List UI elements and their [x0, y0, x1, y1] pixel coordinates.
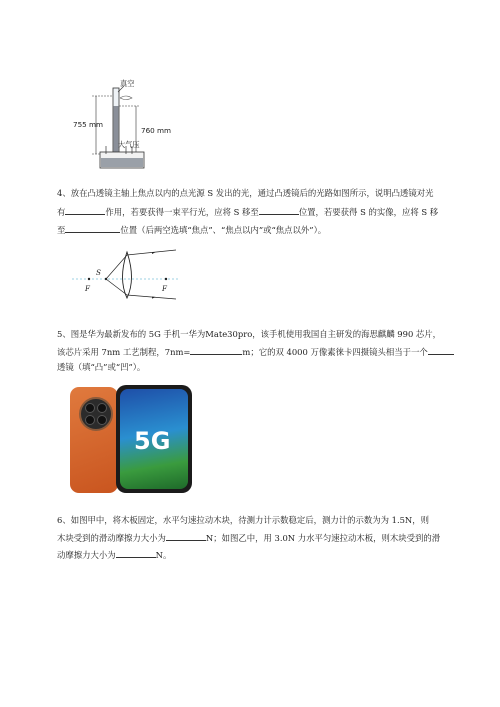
lens-label-s: S — [96, 268, 101, 277]
q6-line2-a: 木块受到的滑动摩擦力大小为 — [57, 533, 166, 543]
q6-line3-b: N。 — [155, 550, 172, 560]
phone-screen — [120, 389, 188, 489]
q5-line2 — [57, 345, 454, 358]
q6-blank-1[interactable] — [166, 531, 206, 541]
q6-line3-a: 动摩擦力大小为 — [57, 550, 116, 560]
q4-line2-c: 位置，若要获得 S 的实像，应将 S 移 — [298, 207, 439, 217]
q4-line2-b: 作用，若要获得一束平行光，应将 S 移至 — [105, 207, 259, 217]
q5-blank-1[interactable] — [190, 345, 242, 355]
phone-5g-badge: 5G — [134, 427, 171, 455]
q4-line3-a: 至 — [57, 225, 66, 235]
phone-image — [70, 385, 192, 495]
barometer-label-755: 755 mm — [73, 120, 104, 129]
q5-blank-2[interactable] — [428, 345, 454, 355]
q4-blank-3[interactable] — [65, 223, 120, 233]
q4-line3-b: 位置（后两空选填“焦点”、“焦点以内”或“焦点以外”）。 — [120, 225, 327, 235]
q6-blank-2[interactable] — [116, 548, 156, 558]
q4-line2 — [57, 205, 438, 218]
q4-blank-1[interactable] — [65, 205, 105, 215]
q4-line3 — [57, 223, 326, 236]
q5-line2-b: m；它的双 4000 万像素徕卡四摄镜头相当于一个 — [242, 347, 428, 357]
lens-label-f-right: F — [162, 284, 167, 293]
q5-line1: 5、图是华为最新发布的 5G 手机一华为Mate30pro，该手机使用我国自主研发的海思麒麟 990 芯片， — [57, 329, 442, 339]
q4-line1: 4、放在凸透镜主轴上焦点以内的点光源 S 发出的光，通过凸透镜后的光路如图所示，说明凸透镜对光 — [57, 188, 434, 198]
q4-line2-a: 有 — [57, 207, 66, 217]
barometer-label-pressure: 大气压 — [118, 140, 140, 149]
q6-line1: 6、如图甲中，将木板固定，水平匀速拉动木块，待测力计示数稳定后，测力计的示数为为 1.5N，则 — [57, 515, 430, 525]
q5-line3: 透镜（填“凸”或“凹”）。 — [57, 362, 146, 372]
camera-module — [79, 397, 113, 431]
q6-line2 — [57, 531, 440, 544]
q6-line3 — [57, 548, 171, 561]
lens-label-f-left: F — [85, 284, 90, 293]
q6-line2-b: N；如图乙中，用 3.0N 力水平匀速拉动木板，则木块受到的滑 — [205, 533, 441, 543]
q4-blank-2[interactable] — [259, 205, 299, 215]
q5-line2-a: 该芯片采用 7nm 工艺制程，7nm= — [57, 347, 191, 357]
phone-front — [116, 385, 192, 493]
barometer-label-760: 760 mm — [141, 126, 172, 135]
barometer-label-vacuum: 真空 — [120, 79, 135, 88]
